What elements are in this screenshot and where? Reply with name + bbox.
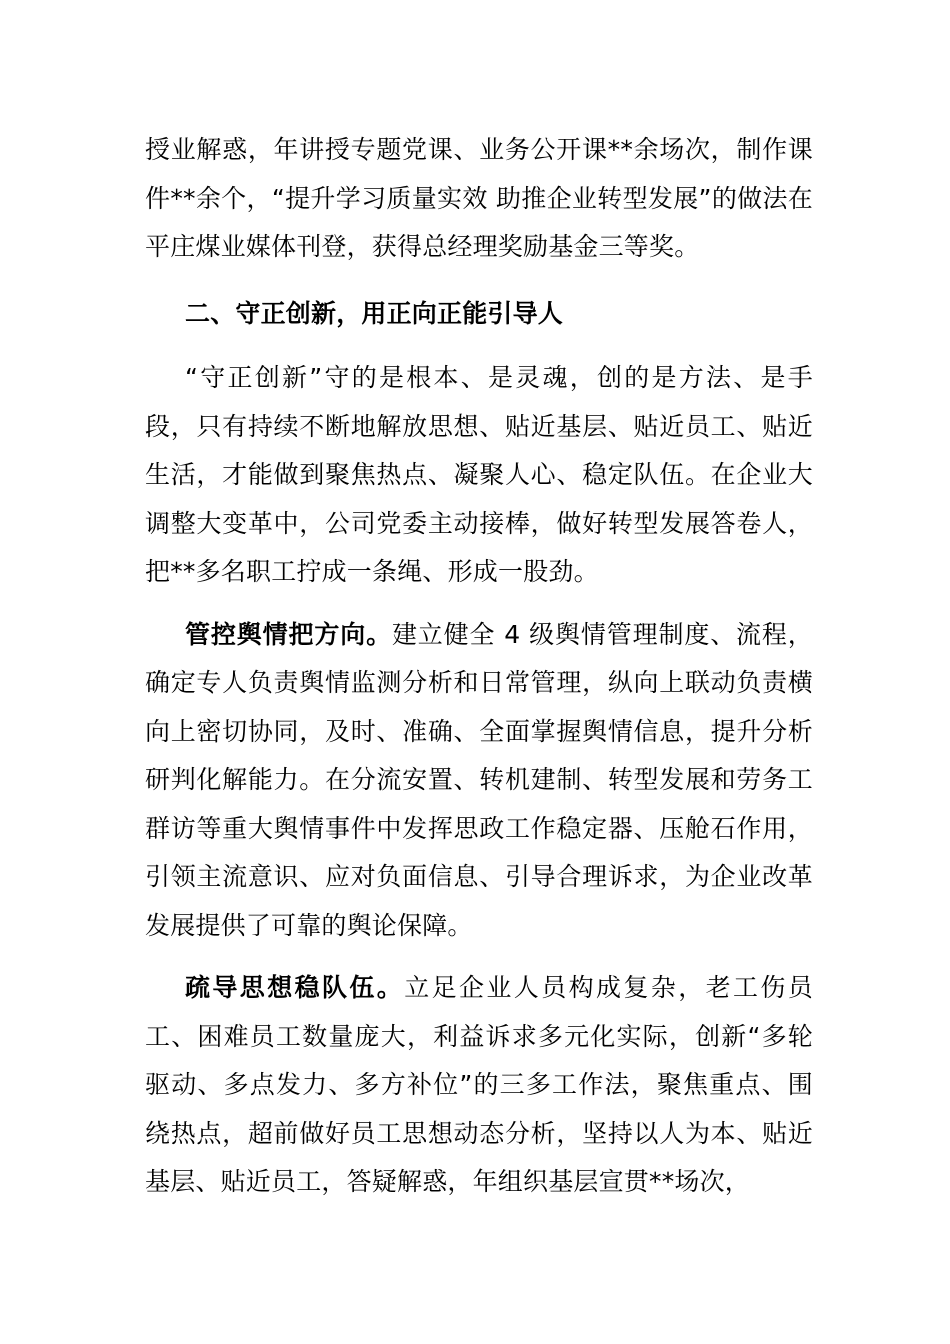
paragraph-shouzheng-chuangxin: “守正创新”守的是根本、是灵魂，创的是方法、是手段，只有持续不断地解放思想、贴近基层、贴近员工、贴近生活，才能做到聚焦热点、凝聚人心、稳定队伍。在企业大调整大变革中，公司党委主动接棒，做好转型发展答卷人，把**多名职工拧成一条绳、形成一股劲。 (145, 363, 813, 586)
paragraph-lead-yuqing: 管控舆情把方向。 (185, 619, 392, 649)
paragraph-yuqing (145, 611, 813, 951)
paragraph-continuation: 授业解惑，年讲授专题党课、业务公开课**余场次，制作课件**余个，“提升学习质量实效 助推企业转型发展”的做法在平庄煤业媒体刊登，获得总经理奖励基金三等奖。 (145, 135, 813, 261)
paragraph-sixiang (145, 964, 813, 1207)
paragraph-body-yuqing: 建立健全 4 级舆情管理制度、流程，确定专人负责舆情监测分析和日常管理，纵向上联动负责横向上密切协同，及时、准确、全面掌握舆情信息，提升分析研判化解能力。在分流安置、转机建制、转型发展和劳务工群访等重大舆情事件中发挥思政工作稳定器、压舱石作用，引领主流意识、应对负面信息、引导合理诉求，为企业改革发展提供了可靠的舆论保障。 (145, 619, 813, 940)
paragraph-body-sixiang: 立足企业人员构成复杂，老工伤员工、困难员工数量庞大，利益诉求多元化实际，创新“多轮驱动、多点发力、多方补位”的三多工作法，聚焦重点、围绕热点，超前做好员工思想动态分析，坚持以人为本、贴近基层、贴近员工，答疑解惑，年组织基层宣贯**场次， (145, 973, 813, 1196)
paragraph-lead-sixiang: 疏导思想稳队伍。 (185, 973, 405, 1002)
document-page (145, 126, 813, 1207)
section-heading: 二、守正创新，用正向正能引导人 (185, 298, 564, 328)
